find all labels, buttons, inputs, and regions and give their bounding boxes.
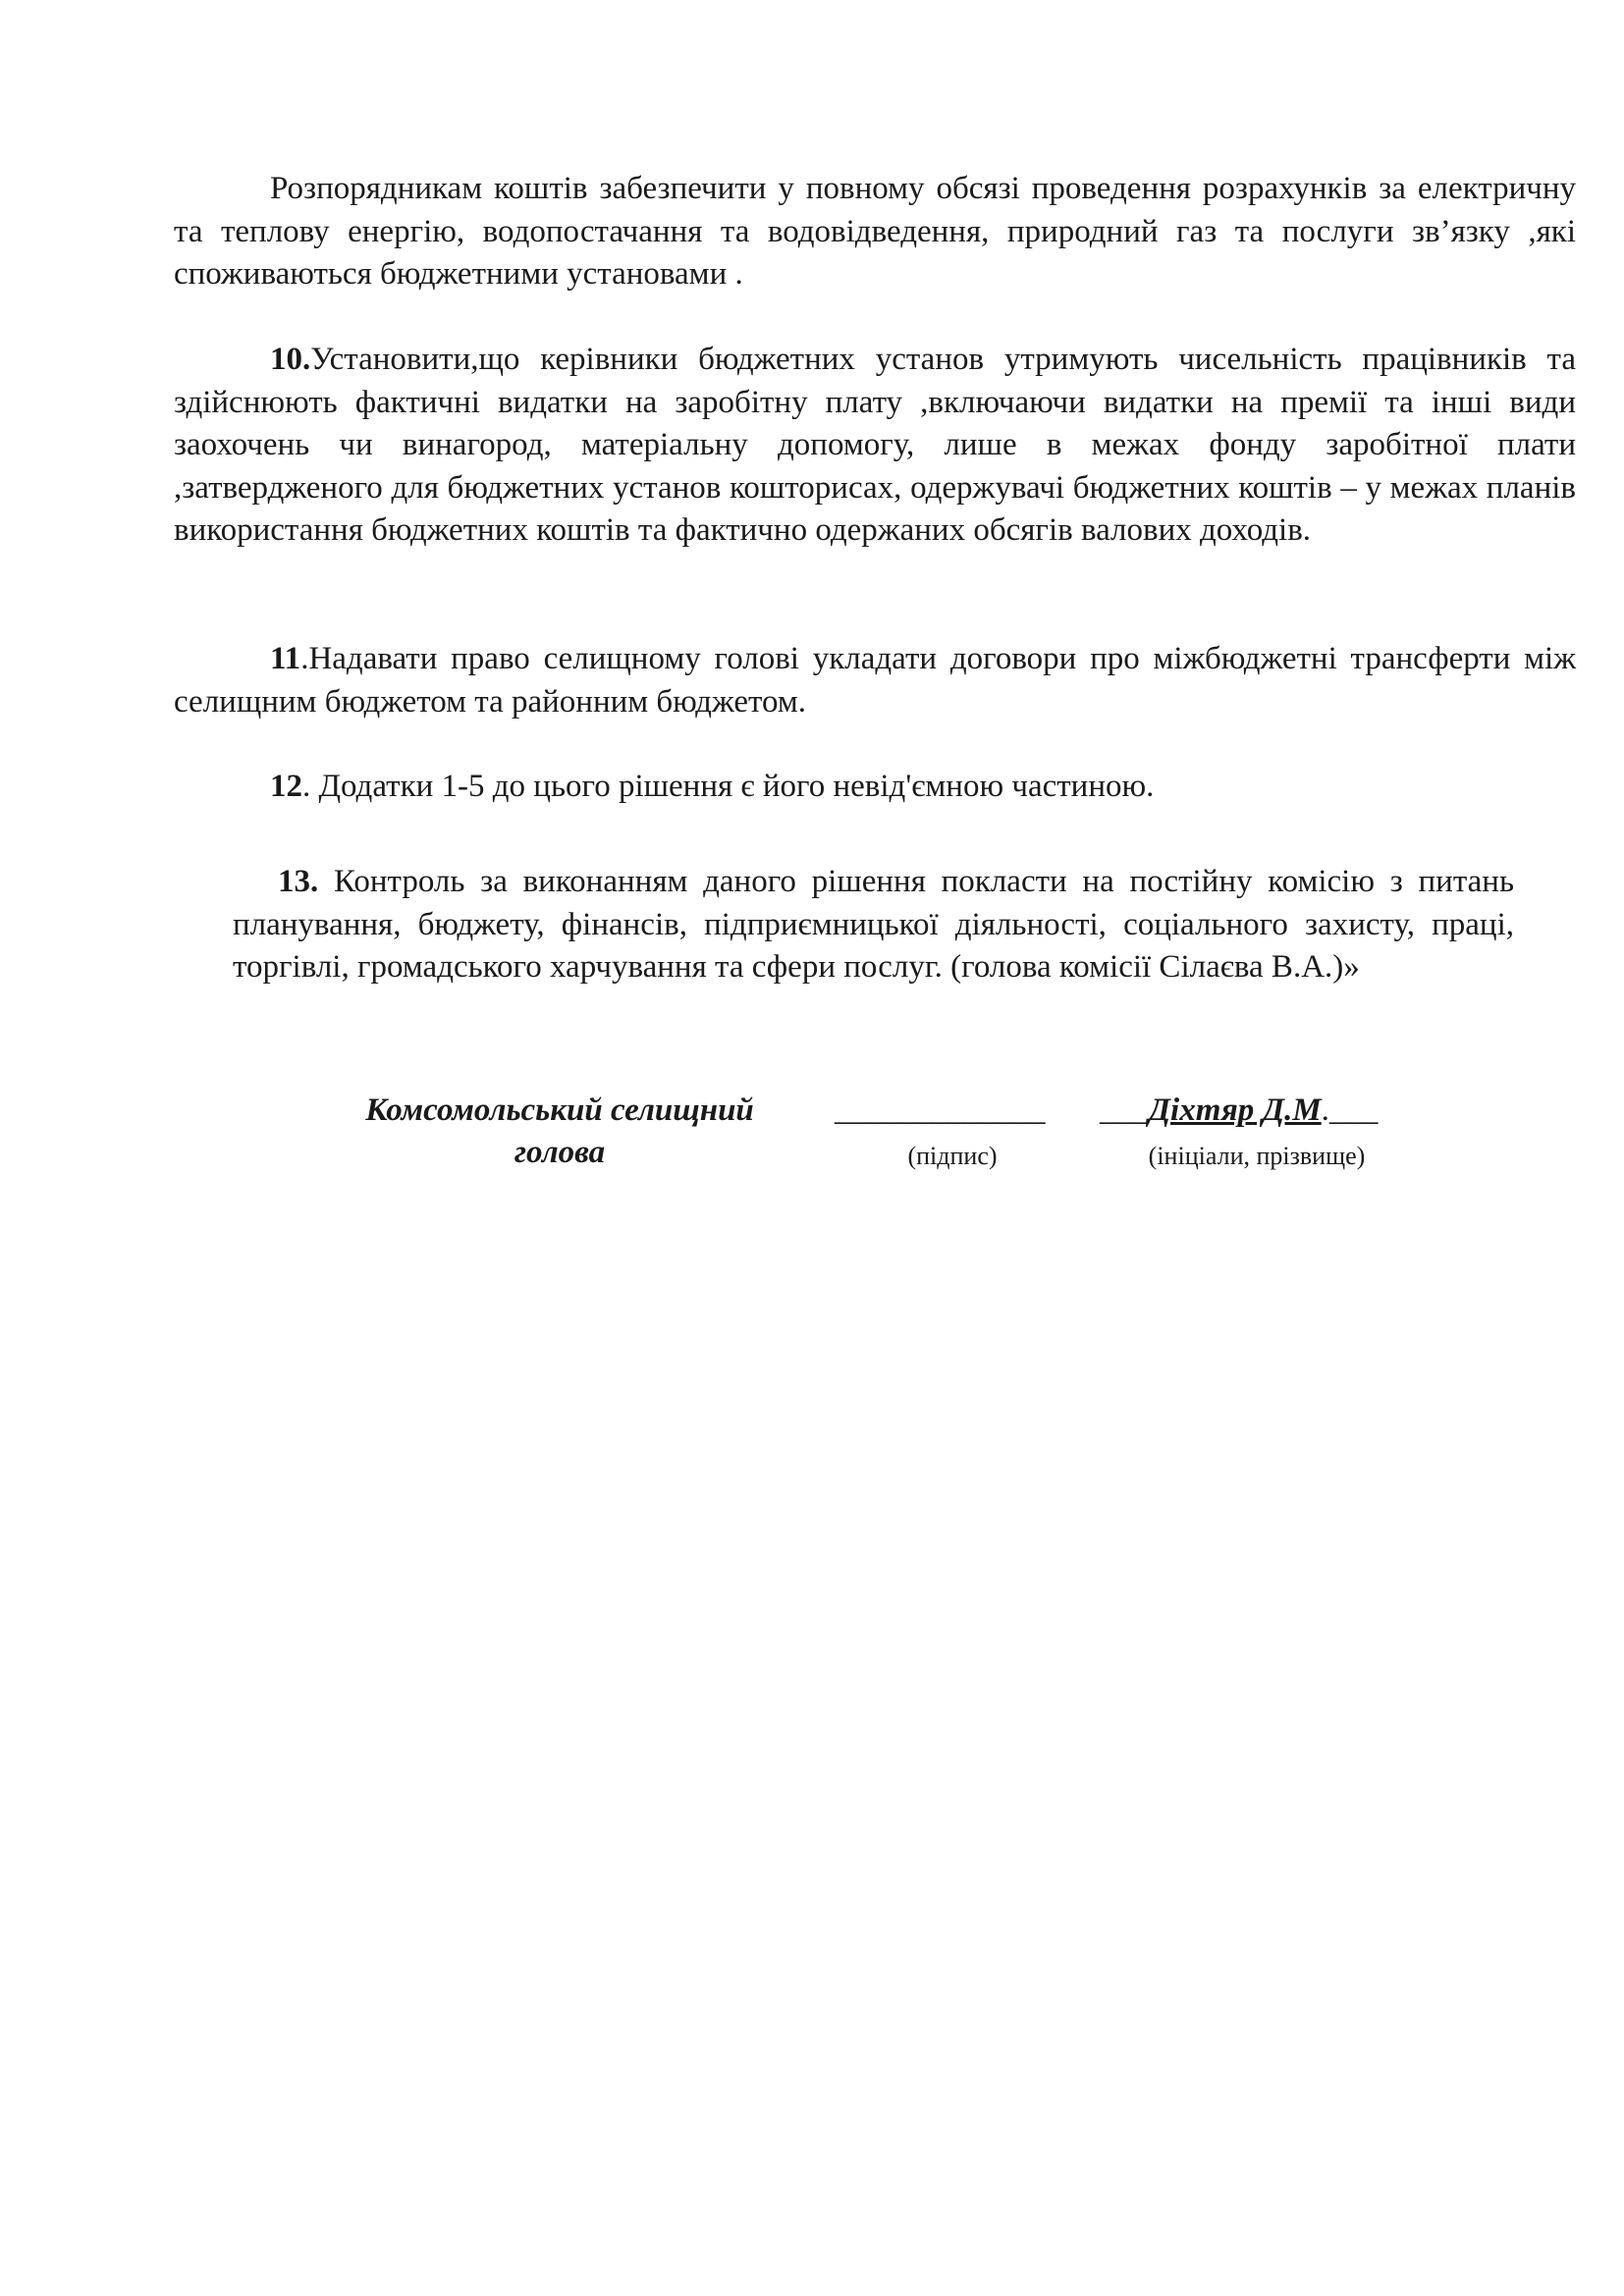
signatory-name: Діхтяр Д.М [1148, 1093, 1322, 1128]
name-suffix: .___ [1321, 1093, 1379, 1128]
paragraph-12 [174, 766, 1576, 809]
name-caption: (ініціали, прізвище) [1148, 1142, 1366, 1170]
signature-caption: (підпис) [907, 1142, 998, 1170]
signature-blank-line: _____________ [835, 1093, 1046, 1128]
paragraph-text: Розпорядникам коштів забезпечити у повному обсязі проведення розрахунків за електричну та теплову енергію, водопостачання та водовідведення, природний газ та послуги зв’язку ,які споживаються бюджетними установами . [174, 171, 1576, 292]
paragraph-number: 11 [270, 641, 301, 676]
paragraph-number: 10. [270, 342, 311, 377]
signatory-title-line2: голова [514, 1135, 606, 1170]
signatory-title [295, 1090, 825, 1174]
paragraph-text: . Додатки 1-5 до цього рішення є його невід'ємною частиною. [302, 769, 1155, 804]
paragraph-11 [174, 638, 1576, 723]
paragraph-text: .Надавати право селищному голові укладати договори про міжбюджетні трансферти між селищним бюджетом та районним бюджетом. [174, 641, 1576, 720]
paragraph-utilities-payments [174, 168, 1576, 296]
paragraph-text: Контроль за виконанням даного рішення покласти на постійну комісію з питань планування, бюджету, фінансів, підприємницької діяльності, соціального захисту, праці, торгівлі, громадського харчування та сфери послуг. (голова комісії Сілаєва В.А.)» [233, 864, 1514, 985]
paragraph-number: 12 [270, 769, 302, 804]
paragraph-text: Установити,що керівники бюджетних установ утримують чисельність працівників та здійснюють фактичні видатки на заробітну плату ,включаючи видатки на премії та інші види заохочень чи винагород, матеріальну допомогу, лише в межах фонду заробітної плати ,затвердженого для бюджетних установ кошторисах, одержувачі бюджетних коштів – у межах планів використання бюджетних коштів та фактично одержаних обсягів валових доходів. [174, 342, 1576, 548]
paragraph-13 [233, 861, 1514, 989]
name-prefix: ___ [1100, 1093, 1149, 1128]
signatory-name-line [1100, 1090, 1434, 1129]
signatory-title-line1: Комсомольський селищний [365, 1093, 754, 1128]
paragraph-10 [174, 339, 1576, 553]
paragraph-number: 13. [278, 864, 319, 899]
signature-block [295, 1090, 1473, 1188]
